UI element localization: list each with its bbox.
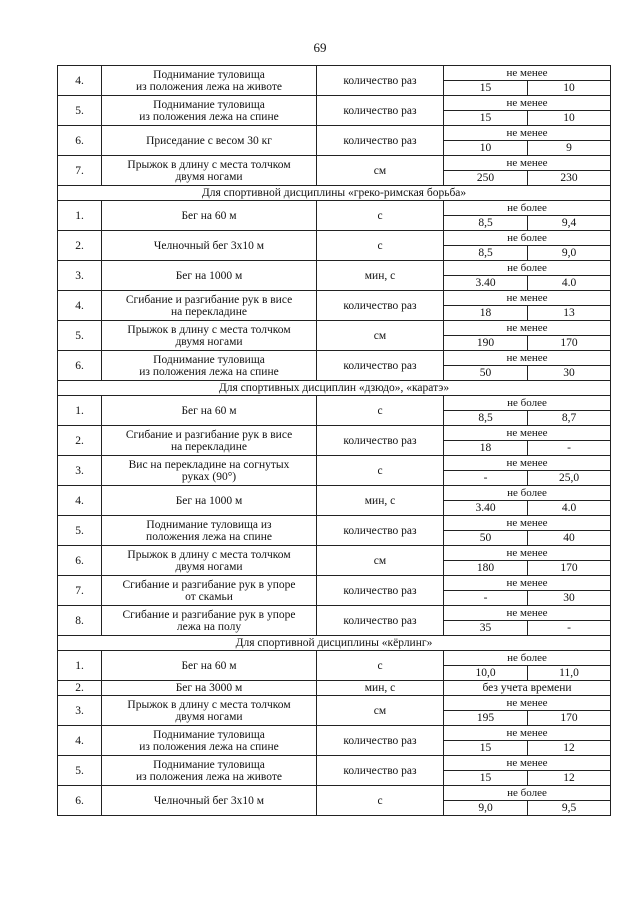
exercise-line-2: из положения лежа на спине (139, 110, 279, 123)
value-boys: 8,5 (444, 216, 528, 231)
unit: см (317, 696, 444, 726)
unit: см (317, 156, 444, 186)
table-row (58, 201, 611, 216)
exercise-line-1: Приседание с весом 30 кг (146, 134, 272, 147)
value-girls: 170 (528, 336, 611, 351)
row-number: 1. (58, 201, 102, 231)
unit: количество раз (317, 726, 444, 756)
exercise-line-2: от скамьи (185, 590, 233, 603)
value-boys: 180 (444, 561, 528, 576)
exercise-line-2: из положения лежа на спине (139, 740, 279, 753)
row-number: 8. (58, 606, 102, 636)
row-number: 4. (58, 726, 102, 756)
unit: с (317, 651, 444, 681)
table-row (58, 291, 611, 306)
table-row (58, 516, 611, 531)
value-boys: - (444, 591, 528, 606)
exercise-name (102, 486, 317, 516)
exercise-name (102, 606, 317, 636)
value-boys: 50 (444, 366, 528, 381)
table-row (58, 486, 611, 501)
row-number: 3. (58, 261, 102, 291)
table-row (58, 261, 611, 276)
unit: количество раз (317, 351, 444, 381)
table-row (58, 606, 611, 621)
exercise-line-1: Поднимание туловища (153, 353, 265, 366)
qualifier: не менее (444, 96, 611, 111)
row-number: 4. (58, 486, 102, 516)
table-row (58, 546, 611, 561)
exercise-line-1: Бег на 60 м (181, 404, 237, 417)
qualifier: не менее (444, 126, 611, 141)
unit: см (317, 321, 444, 351)
qualifier: не более (444, 201, 611, 216)
exercise-line-1: Сгибание и разгибание рук в упоре (122, 608, 296, 621)
table-row (58, 96, 611, 111)
table-row (58, 681, 611, 696)
value-girls: - (528, 621, 611, 636)
qualifier: не менее (444, 66, 611, 81)
value-boys: 15 (444, 111, 528, 126)
exercise-name (102, 726, 317, 756)
unit: с (317, 786, 444, 816)
row-number: 2. (58, 231, 102, 261)
exercise-line-1: Поднимание туловища из (146, 518, 272, 531)
table-row (58, 456, 611, 471)
exercise-line-2: двумя ногами (175, 170, 243, 183)
section-header-row (58, 381, 611, 396)
value-girls: 4.0 (528, 276, 611, 291)
value-boys: 190 (444, 336, 528, 351)
exercise-line-1: Прыжок в длину с места толчком (127, 698, 291, 711)
norms-table (57, 65, 611, 816)
value-girls: 10 (528, 81, 611, 96)
qualifier: не менее (444, 156, 611, 171)
exercise-name (102, 96, 317, 126)
qualifier: не менее (444, 756, 611, 771)
value-boys: 50 (444, 531, 528, 546)
unit: количество раз (317, 756, 444, 786)
exercise-name: Бег на 3000 м (102, 681, 317, 696)
exercise-name (102, 456, 317, 486)
value-boys: 8,5 (444, 411, 528, 426)
exercise-name (102, 786, 317, 816)
value-girls: - (528, 441, 611, 456)
table-row (58, 651, 611, 666)
exercise-name (102, 396, 317, 426)
exercise-line-2: на перекладине (171, 305, 247, 318)
exercise-line-1: Бег на 60 м (181, 659, 237, 672)
section-title: Для спортивных дисциплин «дзюдо», «каратэ» (58, 381, 611, 396)
exercise-line-1: Бег на 1000 м (175, 269, 243, 282)
exercise-line-1: Бег на 1000 м (175, 494, 243, 507)
unit: количество раз (317, 516, 444, 546)
exercise-name (102, 651, 317, 681)
exercise-line-2: положения лежа на спине (146, 530, 272, 543)
value-girls: 230 (528, 171, 611, 186)
value-boys: 3.40 (444, 501, 528, 516)
row-number: 1. (58, 396, 102, 426)
unit: количество раз (317, 576, 444, 606)
exercise-line-1: Сгибание и разгибание рук в упоре (122, 578, 296, 591)
exercise-name (102, 426, 317, 456)
value-girls: 12 (528, 741, 611, 756)
row-number: 5. (58, 756, 102, 786)
exercise-line-2: на перекладине (171, 440, 247, 453)
unit: количество раз (317, 426, 444, 456)
exercise-name (102, 156, 317, 186)
value-boys: - (444, 471, 528, 486)
exercise-name (102, 351, 317, 381)
value-boys: 15 (444, 771, 528, 786)
value-girls: 170 (528, 711, 611, 726)
exercise-line-2: руках (90°) (181, 470, 237, 483)
value-boys: 195 (444, 711, 528, 726)
exercise-line-1: Бег на 60 м (181, 209, 237, 222)
section-header-row (58, 636, 611, 651)
row-number: 3. (58, 696, 102, 726)
row-number: 2. (58, 681, 102, 696)
value-boys: 10 (444, 141, 528, 156)
exercise-name (102, 291, 317, 321)
table-row (58, 321, 611, 336)
value-girls: 9,4 (528, 216, 611, 231)
value-girls: 4.0 (528, 501, 611, 516)
unit: мин, с (317, 261, 444, 291)
qualifier: не менее (444, 696, 611, 711)
qualifier: не менее (444, 726, 611, 741)
row-number: 6. (58, 126, 102, 156)
table-row (58, 696, 611, 711)
value-girls: 9 (528, 141, 611, 156)
table-row (58, 156, 611, 171)
row-number: 4. (58, 291, 102, 321)
exercise-line-2: двумя ногами (175, 560, 243, 573)
value-girls: 12 (528, 771, 611, 786)
value-girls: 13 (528, 306, 611, 321)
unit: с (317, 396, 444, 426)
exercise-name (102, 261, 317, 291)
qualifier: не менее (444, 351, 611, 366)
unit: количество раз (317, 96, 444, 126)
exercise-line-2: из положения лежа на животе (136, 80, 282, 93)
value-boys: 18 (444, 441, 528, 456)
row-number: 5. (58, 321, 102, 351)
qualifier: не менее (444, 456, 611, 471)
row-number: 6. (58, 546, 102, 576)
value-girls: 9,5 (528, 801, 611, 816)
value-boys: 15 (444, 741, 528, 756)
value-boys: 15 (444, 81, 528, 96)
unit: количество раз (317, 66, 444, 96)
exercise-name (102, 201, 317, 231)
exercise-name (102, 516, 317, 546)
exercise-line-1: Поднимание туловища (153, 728, 265, 741)
section-header-row (58, 186, 611, 201)
exercise-line-2: двумя ногами (175, 335, 243, 348)
unit: количество раз (317, 606, 444, 636)
exercise-name (102, 696, 317, 726)
table-row (58, 426, 611, 441)
section-title: Для спортивной дисциплины «греко-римская борьба» (58, 186, 611, 201)
row-number: 7. (58, 156, 102, 186)
exercise-line-1: Прыжок в длину с места толчком (127, 323, 291, 336)
qualifier: не более (444, 486, 611, 501)
table-row (58, 786, 611, 801)
unit: с (317, 231, 444, 261)
exercise-line-1: Поднимание туловища (153, 98, 265, 111)
row-number: 5. (58, 516, 102, 546)
unit: с (317, 456, 444, 486)
row-number: 6. (58, 786, 102, 816)
qualifier: не менее (444, 426, 611, 441)
unit: количество раз (317, 126, 444, 156)
table-row (58, 576, 611, 591)
exercise-name (102, 546, 317, 576)
value-boys: 8,5 (444, 246, 528, 261)
unit: мин, с (317, 486, 444, 516)
exercise-name (102, 321, 317, 351)
value-boys: 18 (444, 306, 528, 321)
exercise-name (102, 126, 317, 156)
qualifier: не более (444, 786, 611, 801)
unit: с (317, 201, 444, 231)
exercise-line-1: Сгибание и разгибание рук в висе (125, 293, 293, 306)
table-row (58, 231, 611, 246)
value-girls: 40 (528, 531, 611, 546)
exercise-line-1: Челночный бег 3х10 м (153, 794, 265, 807)
table-row (58, 351, 611, 366)
value-girls: 170 (528, 561, 611, 576)
table-row (58, 396, 611, 411)
value-girls: 11,0 (528, 666, 611, 681)
table-row (58, 726, 611, 741)
row-number: 2. (58, 426, 102, 456)
unit: см (317, 546, 444, 576)
qualifier: не более (444, 651, 611, 666)
exercise-line-1: Вис на перекладине на согнутых (128, 458, 290, 471)
qualifier: не менее (444, 606, 611, 621)
value-girls: 9,0 (528, 246, 611, 261)
exercise-name (102, 756, 317, 786)
value-girls: 25,0 (528, 471, 611, 486)
exercise-line-1: Челночный бег 3х10 м (153, 239, 265, 252)
value-boys: 10,0 (444, 666, 528, 681)
row-number: 5. (58, 96, 102, 126)
qualifier: не более (444, 261, 611, 276)
row-number: 6. (58, 351, 102, 381)
page-number: 69 (313, 40, 327, 55)
exercise-line-2: двумя ногами (175, 710, 243, 723)
unit: мин, с (317, 681, 444, 696)
exercise-line-2: лежа на полу (176, 620, 242, 633)
row-number: 3. (58, 456, 102, 486)
qualifier: не более (444, 231, 611, 246)
qualifier: не менее (444, 516, 611, 531)
qualifier: не менее (444, 291, 611, 306)
qualifier: не менее (444, 546, 611, 561)
norms-table-body (58, 66, 611, 816)
value-boys: 9,0 (444, 801, 528, 816)
value-boys: 3.40 (444, 276, 528, 291)
value-girls: 30 (528, 366, 611, 381)
unit: количество раз (317, 291, 444, 321)
exercise-name (102, 66, 317, 96)
exercise-line-1: Поднимание туловища (153, 68, 265, 81)
row-number: 7. (58, 576, 102, 606)
value-girls: 30 (528, 591, 611, 606)
exercise-name (102, 231, 317, 261)
value-boys: 35 (444, 621, 528, 636)
qualifier: не менее (444, 576, 611, 591)
qualifier: не более (444, 396, 611, 411)
row-number: 1. (58, 651, 102, 681)
section-title: Для спортивной дисциплины «кёрлинг» (58, 636, 611, 651)
exercise-line-2: из положения лежа на спине (139, 365, 279, 378)
row-number: 4. (58, 66, 102, 96)
value-girls: 8,7 (528, 411, 611, 426)
qualifier: не менее (444, 321, 611, 336)
table-row (58, 66, 611, 81)
exercise-line-1: Сгибание и разгибание рук в висе (125, 428, 293, 441)
table-row (58, 756, 611, 771)
exercise-line-1: Прыжок в длину с места толчком (127, 158, 291, 171)
value-girls: 10 (528, 111, 611, 126)
exercise-line-1: Прыжок в длину с места толчком (127, 548, 291, 561)
exercise-name (102, 576, 317, 606)
table-row (58, 126, 611, 141)
combined-value: без учета времени (444, 681, 611, 696)
exercise-line-1: Поднимание туловища (153, 758, 265, 771)
exercise-line-2: из положения лежа на животе (136, 770, 282, 783)
value-boys: 250 (444, 171, 528, 186)
